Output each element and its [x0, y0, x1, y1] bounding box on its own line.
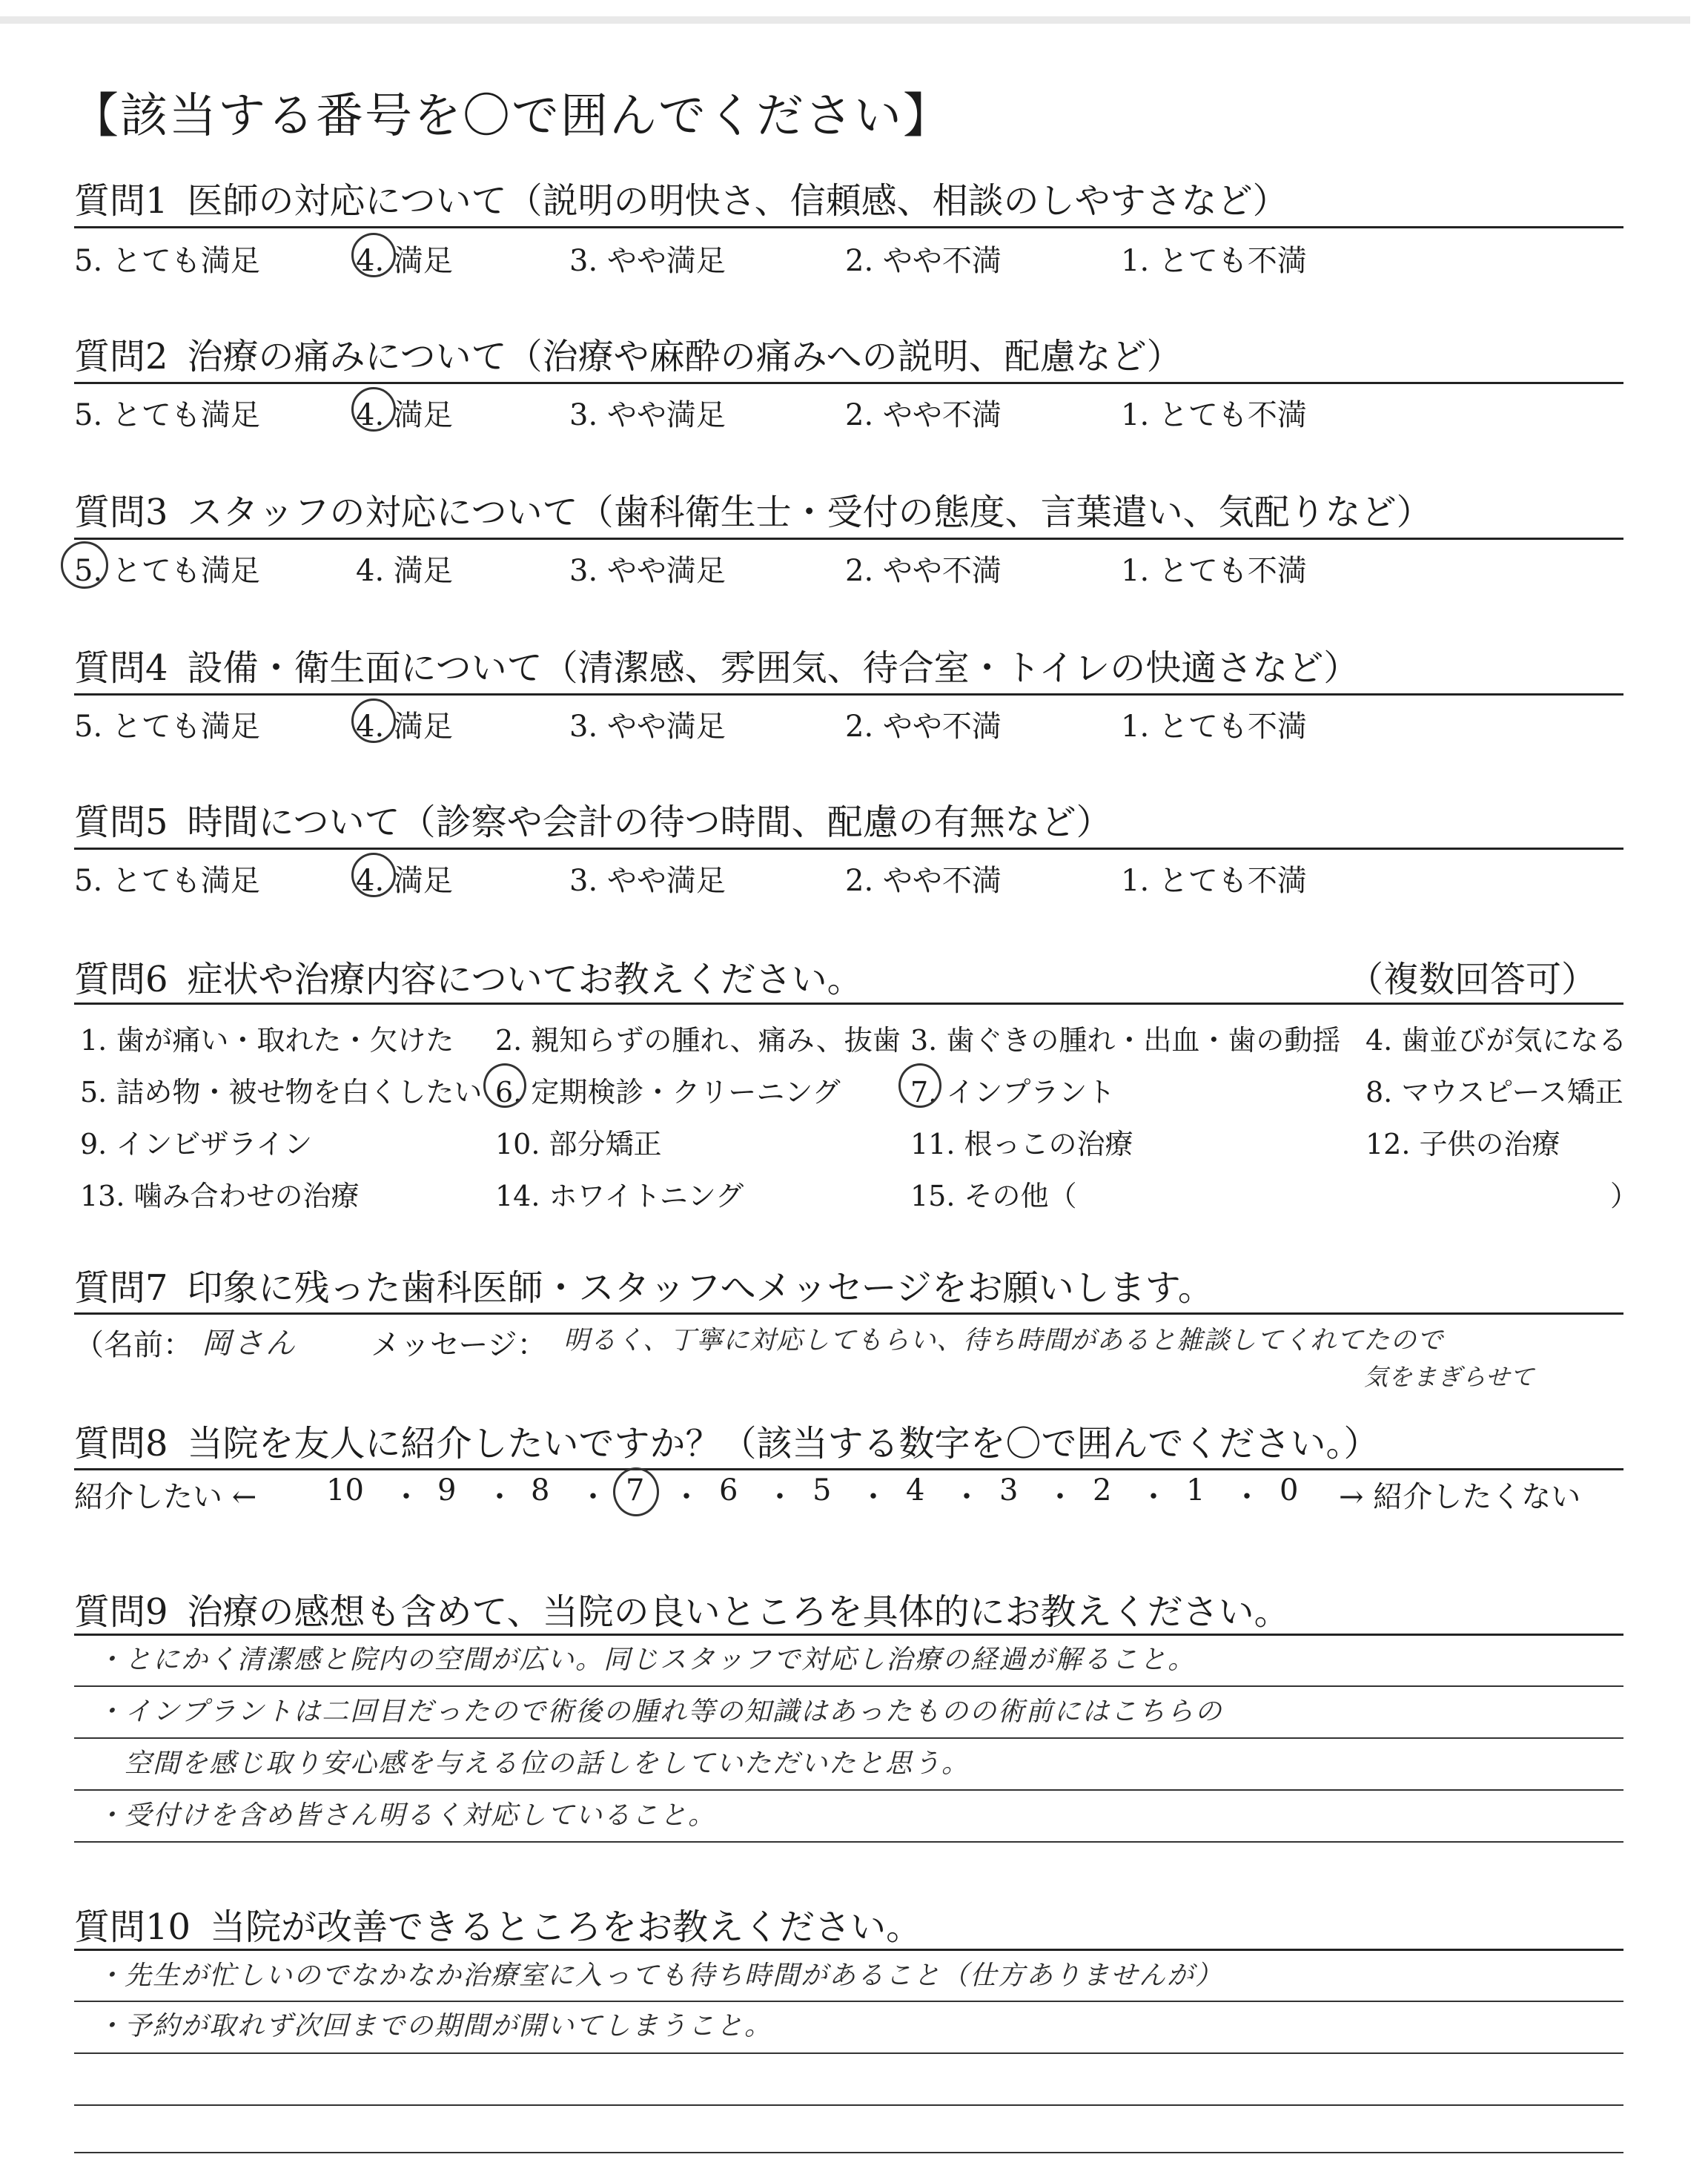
q10-line-2[interactable]: ・予約が取れず次回までの期間が開いてしまうこと。	[96, 2011, 773, 2041]
rating-options-5	[74, 857, 1631, 902]
divider	[74, 848, 1623, 850]
q6-item-6[interactable]: 6. 定期検診・クリーニング	[495, 1076, 841, 1109]
message-label: メッセージ：	[371, 1328, 547, 1362]
question-text: 設備・衛生面について（清潔感、雰囲気、待合室・トイレの快適さなど）	[187, 647, 1360, 689]
question-1	[74, 172, 1288, 223]
question-text: 当院を友人に紹介したいですか？（該当する数字を〇で囲んでください。）	[187, 1423, 1380, 1464]
multiple-answers-note: （複数回答可）	[1347, 959, 1597, 1000]
option-1[interactable]: 1. とても不満	[1121, 710, 1307, 744]
option-4[interactable]: 4. 満足	[356, 864, 453, 898]
question-5	[74, 793, 1112, 845]
option-3[interactable]: 3. やや満足	[569, 398, 726, 432]
scale-1[interactable]: 1	[1186, 1473, 1205, 1507]
q6-item-3[interactable]: 3. 歯ぐきの腫れ・出血・歯の動揺	[910, 1024, 1341, 1057]
question-text: 時間について（診察や会計の待つ時間、配慮の有無など）	[187, 802, 1112, 843]
question-number: 質問8	[74, 1423, 168, 1464]
question-text: 医師の対応について（説明の明快さ、信頼感、相談のしやすさなど）	[187, 180, 1288, 222]
q10-line-1[interactable]: ・先生が忙しいのでなかなか治療室に入っても待ち時間があること（仕方ありませんが）	[96, 1961, 1224, 1991]
divider	[74, 1634, 1623, 1636]
option-4[interactable]: 4. 満足	[356, 554, 453, 588]
q6-item-5[interactable]: 5. 詰め物・被せ物を白くしたい	[80, 1076, 483, 1109]
q6-item-15-close: ）	[1610, 1180, 1639, 1212]
question-number: 質問10	[74, 1906, 191, 1948]
writing-line	[74, 1789, 1623, 1791]
question-text: 症状や治療内容についてお教えください。	[187, 959, 863, 1000]
answer-circle	[483, 1063, 526, 1108]
answer-circle	[351, 233, 396, 277]
question-number: 質問1	[74, 180, 168, 222]
question-number: 質問4	[74, 647, 168, 689]
divider	[74, 693, 1623, 696]
scale-5[interactable]: 5	[812, 1473, 832, 1507]
scale-8[interactable]: 8	[531, 1473, 550, 1507]
scale-6[interactable]: 6	[719, 1473, 738, 1507]
option-5[interactable]: 5. とても満足	[74, 554, 260, 588]
question-2	[74, 328, 1182, 379]
q6-item-14[interactable]: 14. ホワイトニング	[495, 1180, 744, 1212]
option-5[interactable]: 5. とても満足	[74, 244, 260, 278]
answer-circle	[613, 1467, 659, 1516]
message-line-1[interactable]: 明るく、丁寧に対応してもらい、待ち時間があると雑談してくれてたので	[563, 1326, 1444, 1355]
q9-line-2[interactable]: ・インプラントは二回目だったので術後の腫れ等の知識はあったものの術前にはこちらの	[96, 1697, 1223, 1727]
question-number: 質問3	[74, 492, 168, 533]
option-3[interactable]: 3. やや満足	[569, 244, 726, 278]
answer-circle	[898, 1063, 941, 1108]
option-1[interactable]: 1. とても不満	[1121, 864, 1307, 898]
option-1[interactable]: 1. とても不満	[1121, 244, 1307, 278]
question-10	[74, 1898, 921, 1949]
divider	[74, 538, 1623, 540]
option-2[interactable]: 2. やや不満	[845, 710, 1002, 744]
option-2[interactable]: 2. やや不満	[845, 244, 1002, 278]
q6-item-4[interactable]: 4. 歯並びが気になる	[1366, 1024, 1627, 1057]
divider	[74, 226, 1623, 228]
option-1[interactable]: 1. とても不満	[1121, 554, 1307, 588]
scale-3[interactable]: 3	[999, 1473, 1019, 1507]
option-4[interactable]: 4. 満足	[356, 398, 453, 432]
q6-item-1[interactable]: 1. 歯が痛い・取れた・欠けた	[80, 1024, 454, 1057]
writing-line	[74, 2052, 1623, 2054]
scan-edge	[0, 16, 1690, 24]
rating-options-1	[74, 237, 1631, 282]
question-3	[74, 483, 1432, 535]
answer-circle	[61, 541, 108, 589]
option-2[interactable]: 2. やや不満	[845, 554, 1002, 588]
q6-item-15[interactable]: 15. その他（	[910, 1180, 1077, 1212]
scale-left-label: 紹介したい ←	[74, 1480, 257, 1514]
question-8	[74, 1415, 1380, 1466]
question-number: 質問7	[74, 1267, 168, 1309]
answer-circle	[351, 698, 396, 743]
divider	[74, 382, 1623, 384]
option-2[interactable]: 2. やや不満	[845, 864, 1002, 898]
writing-line	[74, 1685, 1623, 1687]
rating-options-2	[74, 392, 1631, 436]
q6-item-7[interactable]: 7. インプラント	[910, 1076, 1116, 1109]
rating-options-4	[74, 703, 1631, 747]
question-text: 印象に残った歯科医師・スタッフへメッセージをお願いします。	[187, 1267, 1214, 1309]
divider	[74, 1468, 1623, 1470]
scale-2[interactable]: 2	[1093, 1473, 1112, 1507]
name-label: （名前：	[74, 1328, 193, 1362]
option-3[interactable]: 3. やや満足	[569, 554, 726, 588]
q6-item-12[interactable]: 12. 子供の治療	[1366, 1128, 1560, 1160]
divider	[74, 1003, 1623, 1005]
writing-line	[74, 2001, 1623, 2002]
q6-item-10[interactable]: 10. 部分矯正	[495, 1128, 662, 1160]
question-4	[74, 639, 1359, 690]
scale-0[interactable]: 0	[1280, 1473, 1299, 1507]
question-text: 治療の感想も含めて、当院の良いところを具体的にお教えください。	[187, 1591, 1290, 1633]
name-value[interactable]: 岡さん	[202, 1327, 297, 1361]
q9-line-3[interactable]: 空間を感じ取り安心感を与える位の話しをしていただいたと思う。	[96, 1748, 970, 1779]
writing-line	[74, 1841, 1623, 1843]
question-number: 質問9	[74, 1591, 168, 1633]
answer-circle	[351, 853, 396, 897]
option-1[interactable]: 1. とても不満	[1121, 398, 1307, 432]
scale-4[interactable]: 4	[906, 1473, 925, 1507]
scale-7[interactable]: 7	[626, 1473, 645, 1507]
question-text: 当院が改善できるところをお教えください。	[210, 1906, 922, 1948]
writing-line	[74, 2152, 1623, 2153]
scale-9[interactable]: 9	[437, 1473, 457, 1507]
option-4[interactable]: 4. 満足	[356, 710, 453, 744]
option-5[interactable]: 5. とても満足	[74, 710, 260, 744]
q9-line-4[interactable]: ・受付けを含め皆さん明るく対応していること。	[96, 1800, 717, 1831]
q9-line-1[interactable]: ・とにかく清潔感と院内の空間が広い。同じスタッフで対応し治療の経過が解ること。	[96, 1645, 1196, 1675]
answer-circle	[351, 387, 396, 432]
q6-item-11[interactable]: 11. 根っこの治療	[910, 1128, 1133, 1160]
question-text: 治療の痛みについて（治療や麻酔の痛みへの説明、配慮など）	[187, 336, 1182, 377]
option-5[interactable]: 5. とても満足	[74, 864, 260, 898]
divider	[74, 1949, 1623, 1951]
q6-item-2[interactable]: 2. 親知らずの腫れ、痛み、抜歯	[495, 1024, 901, 1057]
question-7	[74, 1259, 1214, 1310]
q6-item-9[interactable]: 9. インビザライン	[80, 1128, 313, 1160]
q6-item-13[interactable]: 13. 噛み合わせの治療	[80, 1180, 360, 1212]
q6-item-8[interactable]: 8. マウスピース矯正	[1366, 1076, 1623, 1109]
writing-line	[74, 2104, 1623, 2106]
writing-line	[74, 1737, 1623, 1739]
option-4[interactable]: 4. 満足	[356, 244, 453, 278]
question-6	[74, 951, 863, 1002]
recommend-scale: 紹介したい ← 10 ・ 9 ・ 8 ・ 7 ・ 6 ・ 5 ・ 4 ・ 3 ・ 2 ・ 1 ・ 0 → 紹介したくない	[74, 1473, 1631, 1518]
option-3[interactable]: 3. やや満足	[569, 710, 726, 744]
scale-10[interactable]: 10	[326, 1473, 364, 1507]
divider	[74, 1312, 1623, 1315]
question-number: 質問5	[74, 802, 168, 843]
question-number: 質問6	[74, 959, 168, 1000]
message-line-2[interactable]: 気をまぎらせて	[1364, 1363, 1535, 1391]
rating-options-3	[74, 547, 1631, 592]
question-9	[74, 1583, 1290, 1634]
page-title: 【該当する番号を〇で囲んでください】	[71, 89, 952, 144]
question-text: スタッフの対応について（歯科衛生士・受付の態度、言葉遣い、気配りなど）	[187, 492, 1432, 533]
option-2[interactable]: 2. やや不満	[845, 398, 1002, 432]
scale-right-label: → 紹介したくない	[1339, 1480, 1581, 1514]
option-3[interactable]: 3. やや満足	[569, 864, 726, 898]
option-5[interactable]: 5. とても満足	[74, 398, 260, 432]
question-number: 質問2	[74, 336, 168, 377]
